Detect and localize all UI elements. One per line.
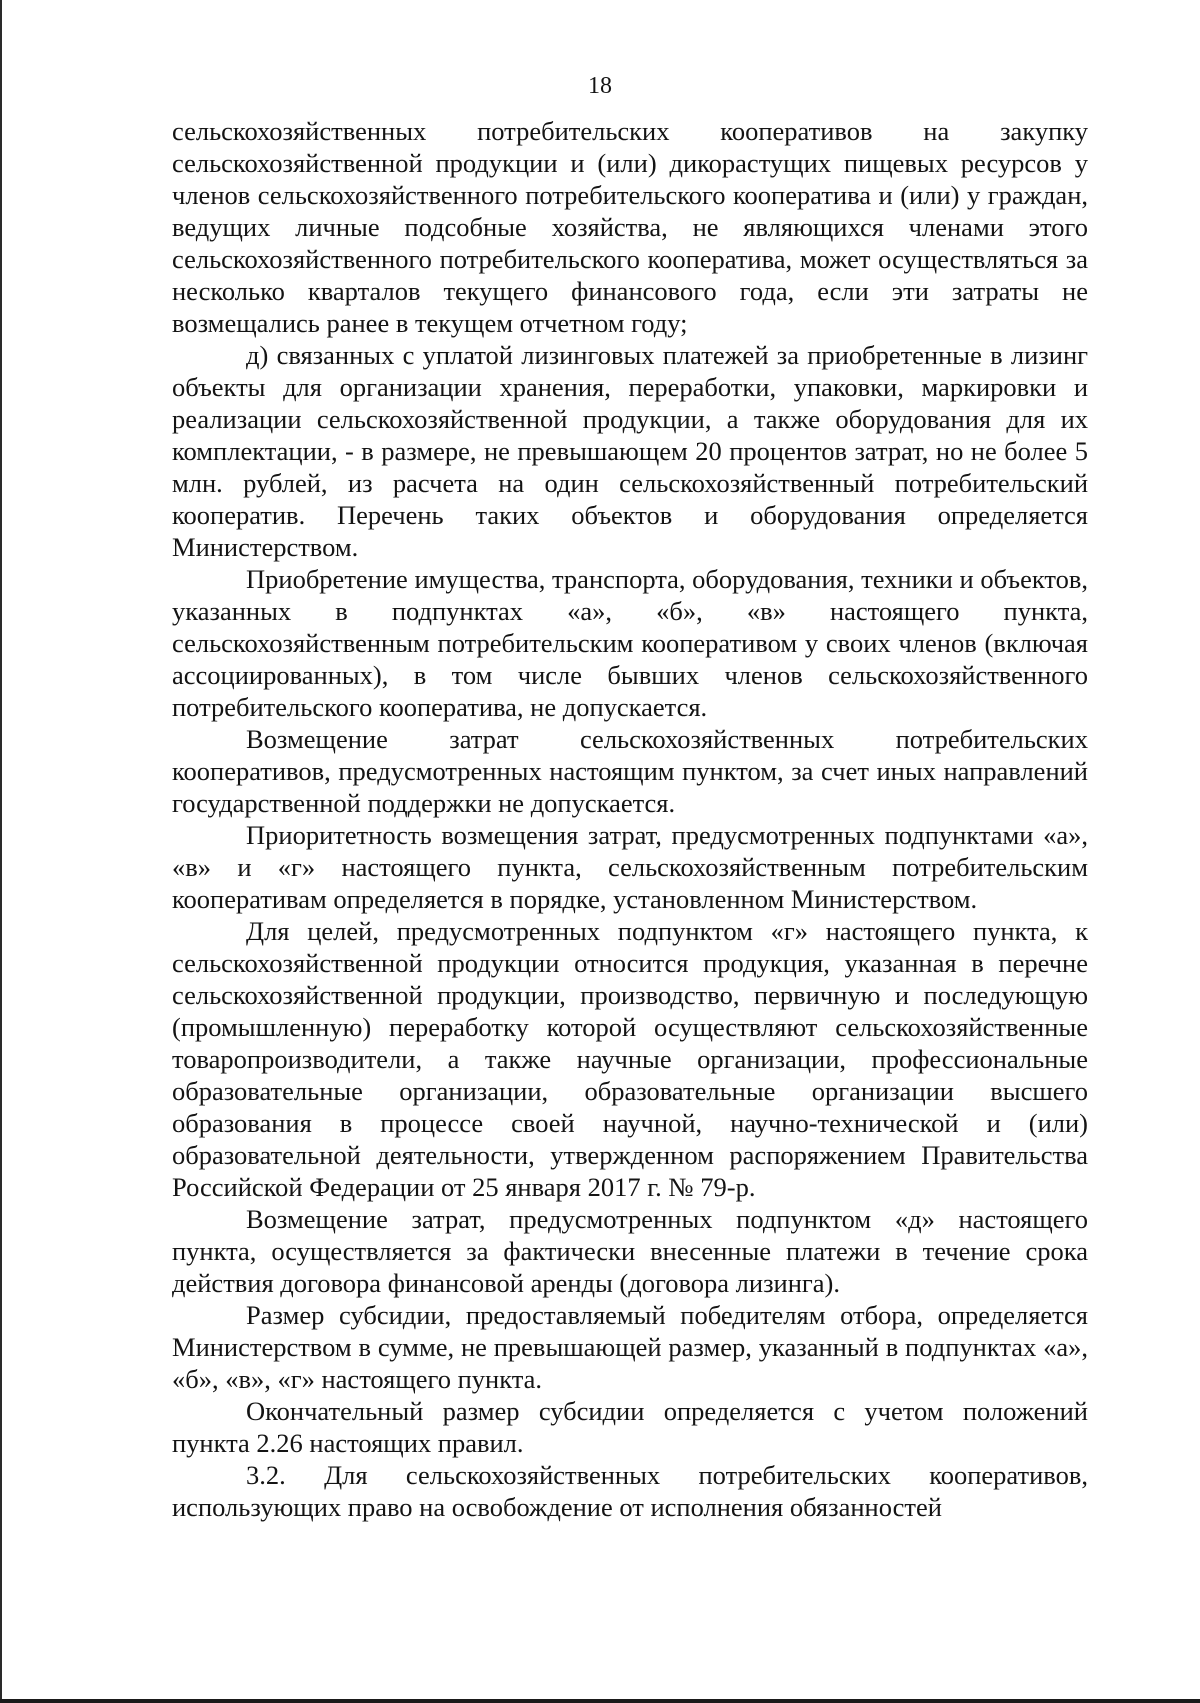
paragraph-product-definition: Для целей, предусмотренных подпунктом «г» настоящего пункта, к сельскохозяйственной продукции относится продукция, указанная в перечне сельскохозяйственной продукции, производство, первичную и последующую (промышленную) переработку которой осуществляют сельскохозяйственные товаропроизводители, а также научные организации, профессиональные образовательные организации, образовательные организации высшего образования в процессе своей научной, научно-технической и (или) образовательной деятельности, утвержденном распоряжением Правительства Российской Федерации от 25 января 2017 г. № 79-р. — [172, 916, 1088, 1202]
paragraph-reimbursement-exclusion: Возмещение затрат сельскохозяйственных потребительских кооперативов, предусмотренных настоящим пунктом, за счет иных направлений государственной поддержки не допускается. — [172, 724, 1088, 818]
page-number: 18 — [588, 73, 612, 99]
paragraph-subsidy-size: Размер субсидии, предоставляемый победителям отбора, определяется Министерством в сумме, не превышающей размер, указанный в подпунктах «а», «б», «в», «г» настоящего пункта. — [172, 1300, 1088, 1394]
scan-edge-bottom — [0, 1699, 1200, 1703]
paragraph-subpoint-d: д) связанных с уплатой лизинговых платежей за приобретенные в лизинг объекты для организации хранения, переработки, упаковки, маркировки и реализации сельскохозяйственной продукции, а также оборудования для их комплектации, - в размере, не превышающем 20 процентов затрат, но не более 5 млн. рублей, из расчета на один сельскохозяйственный потребительский кооператив. Перечень таких объектов и оборудования определяется Министерством. — [172, 340, 1088, 562]
document-body — [172, 115, 1088, 1523]
paragraph-section-3-2: 3.2. Для сельскохозяйственных потребительских кооперативов, использующих право на освобождение от исполнения обязанностей — [172, 1460, 1088, 1522]
scan-edge-left — [0, 0, 2, 1703]
paragraph-continuation: сельскохозяйственных потребительских кооперативов на закупку сельскохозяйственной продукции и (или) дикорастущих пищевых ресурсов у членов сельскохозяйственного потребительского кооператива и (или) у граждан, ведущих личные подсобные хозяйства, не являющихся членами этого сельскохозяйственного потребительского кооператива, может осуществляться за несколько кварталов текущего финансового года, если эти затраты не возмещались ранее в текущем отчетном году; — [172, 116, 1088, 338]
paragraph-final-subsidy: Окончательный размер субсидии определяется с учетом положений пункта 2.26 настоящих правил. — [172, 1396, 1088, 1458]
paragraph-leasing-reimbursement: Возмещение затрат, предусмотренных подпунктом «д» настоящего пункта, осуществляется за фактически внесенные платежи в течение срока действия договора финансовой аренды (договора лизинга). — [172, 1204, 1088, 1298]
paragraph-priority: Приоритетность возмещения затрат, предусмотренных подпунктами «а», «в» и «г» настоящего пункта, сельскохозяйственным потребительским кооперативам определяется в порядке, установленном Министерством. — [172, 820, 1088, 914]
paragraph-acquisition-restriction: Приобретение имущества, транспорта, оборудования, техники и объектов, указанных в подпунктах «а», «б», «в» настоящего пункта, сельскохозяйственным потребительским кооперативом у своих членов (включая ассоциированных), в том числе бывших членов сельскохозяйственного потребительского кооператива, не допускается. — [172, 564, 1088, 722]
